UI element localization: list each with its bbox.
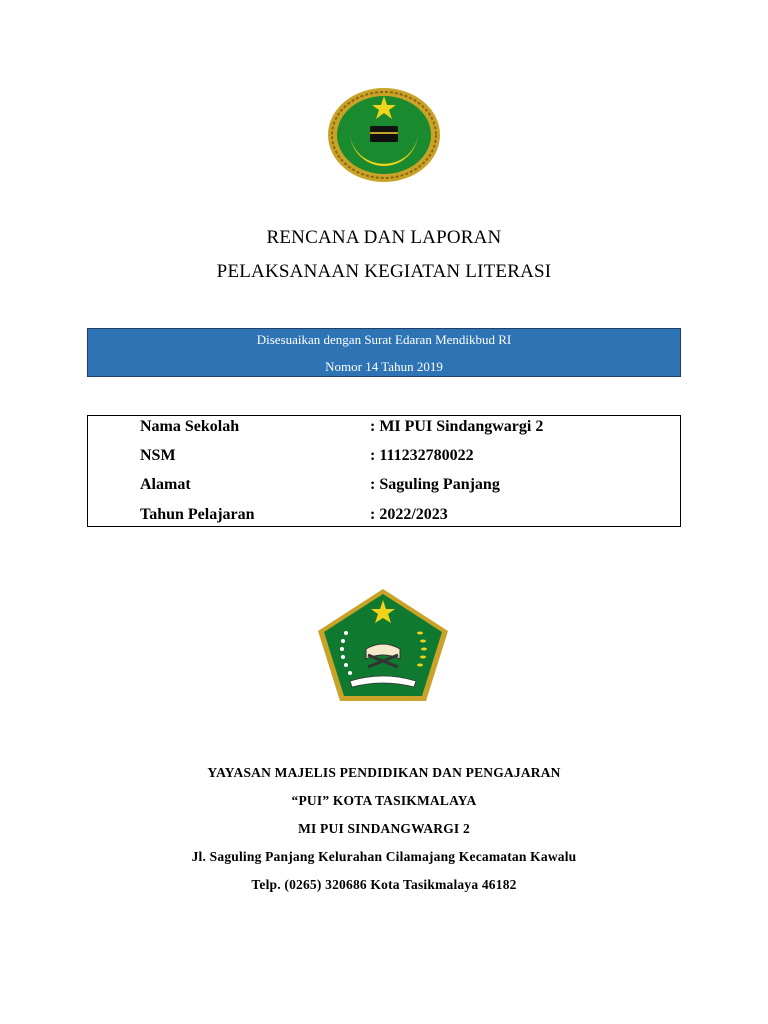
info-label: Alamat xyxy=(140,476,191,493)
kemenag-emblem-logo xyxy=(316,587,450,703)
footer-phone: Telp. (0265) 320686 Kota Tasikmalaya 46182 xyxy=(251,877,517,892)
info-value: : 2022/2023 xyxy=(370,506,448,523)
footer-school-name: MI PUI SINDANGWARGI 2 xyxy=(298,821,470,836)
school-info-table xyxy=(87,415,681,527)
info-label: Nama Sekolah xyxy=(140,418,240,435)
info-row-address xyxy=(88,476,680,504)
info-row-school-name xyxy=(88,418,680,446)
footer-foundation-name: YAYASAN MAJELIS PENDIDIKAN DAN PENGAJARAN xyxy=(207,765,561,780)
banner-line2: Nomor 14 Tahun 2019 xyxy=(325,359,443,374)
info-label: Tahun Pelajaran xyxy=(140,506,255,523)
pui-emblem-logo xyxy=(326,86,442,184)
info-row-school-year xyxy=(88,506,680,534)
footer-city: “PUI” KOTA TASIKMALAYA xyxy=(291,793,477,808)
footer-address: Jl. Saguling Panjang Kelurahan Cilamajang Kecamatan Kawalu xyxy=(191,849,577,864)
banner-line1: Disesuaikan dengan Surat Edaran Mendikbud RI xyxy=(256,332,512,347)
info-value: : 111232780022 xyxy=(370,447,474,464)
circular-reference-banner xyxy=(87,328,681,377)
info-row-nsm xyxy=(88,447,680,475)
info-value: : MI PUI Sindangwargi 2 xyxy=(370,418,544,435)
document-title-line2: PELAKSANAAN KEGIATAN LITERASI xyxy=(216,261,552,282)
info-value: : Saguling Panjang xyxy=(370,476,500,493)
info-label: NSM xyxy=(140,447,176,464)
document-title-line1: RENCANA DAN LAPORAN xyxy=(266,227,502,248)
